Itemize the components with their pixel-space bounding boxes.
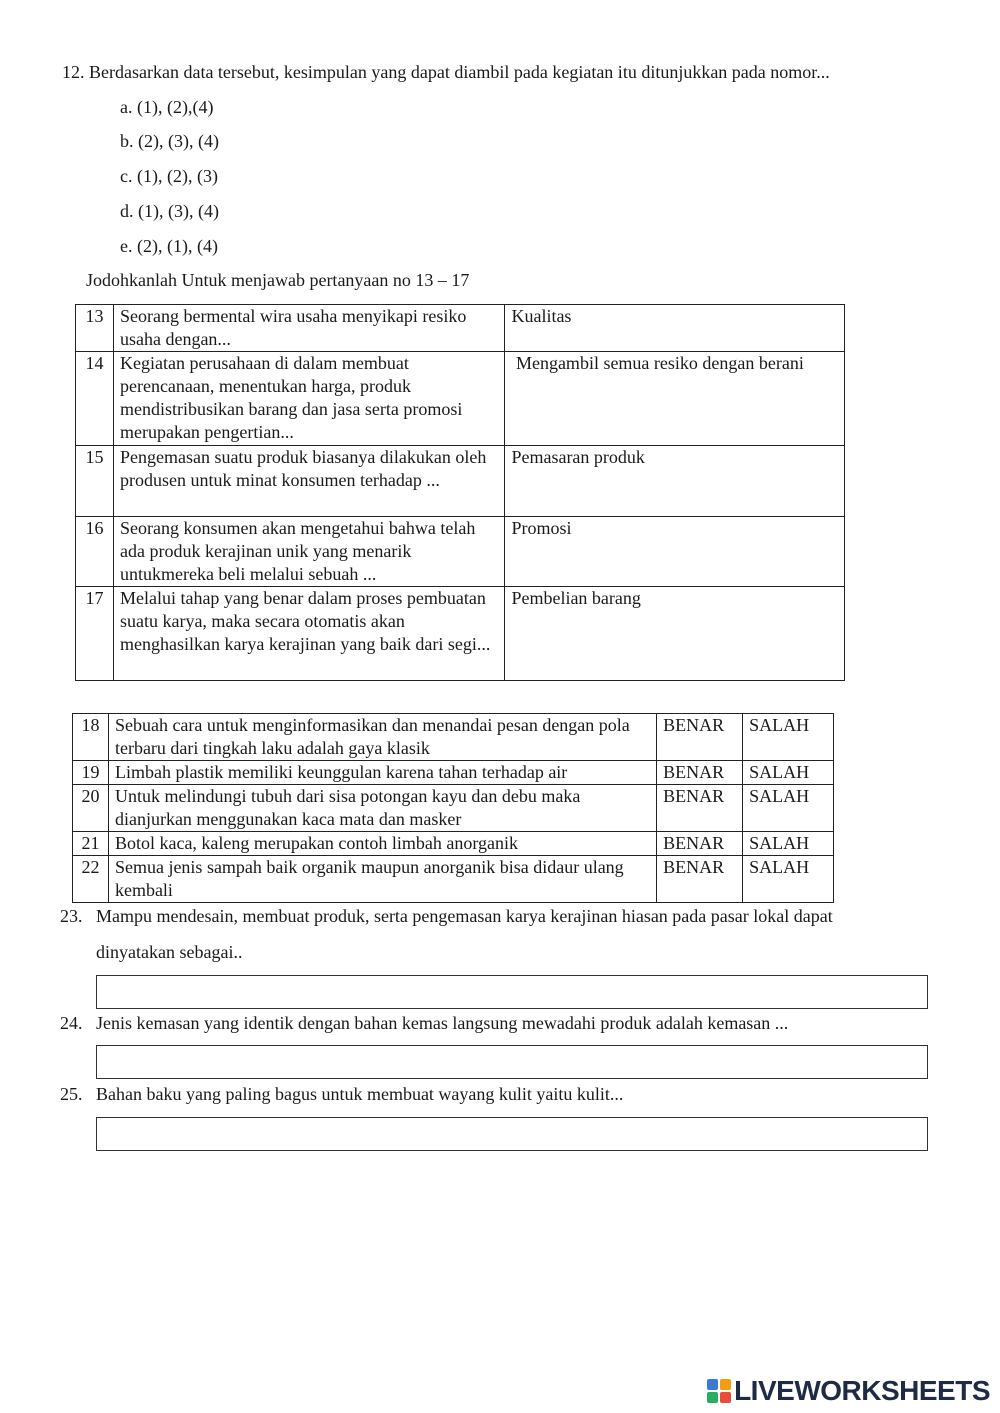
logo-square-blue [707,1379,718,1390]
row-number: 21 [73,832,109,856]
question-text: Bahan baku yang paling bagus untuk membuat wayang kulit yaitu kulit... [96,1084,624,1104]
matching-question: Kegiatan perusahaan di dalam membuat perencanaan, menentukan harga, produk mendistribusikan barang dan jasa serta promosi merupakan pengertian... [113,352,504,446]
option-d: d. (1), (3), (4) [120,201,219,221]
logo-square-red [720,1392,731,1403]
matching-question: Pengemasan suatu produk biasanya dilakukan oleh produsen untuk minat konsumen terhadap ... [113,446,504,517]
matching-option[interactable]: Promosi [505,517,845,587]
liveworksheets-logo [707,1376,990,1406]
answer-input-23[interactable] [96,975,928,1009]
table-row [73,856,834,903]
answer-input-25[interactable] [96,1117,928,1151]
question-24 [60,1013,960,1037]
benar-option[interactable]: BENAR [657,785,743,832]
statement: Limbah plastik memiliki keunggulan karena tahan terhadap air [108,761,656,785]
table-row [76,587,845,681]
matching-option[interactable]: Pemasaran produk [505,446,845,517]
statement: Sebuah cara untuk menginformasikan dan menandai pesan dengan pola terbaru dari tingkah laku adalah gaya klasik [108,714,656,761]
matching-question: Seorang bermental wira usaha menyikapi resiko usaha dengan... [113,305,504,352]
question-number: 25. [60,1084,83,1104]
question-text: Jenis kemasan yang identik dengan bahan kemas langsung mewadahi produk adalah kemasan ... [96,1013,789,1033]
matching-question: Seorang konsumen akan mengetahui bahwa telah ada produk kerajinan unik yang menarik untukmereka beli melalui sebuah ... [113,517,504,587]
row-number: 13 [76,305,114,352]
option-b: b. (2), (3), (4) [120,131,219,151]
question-12: 12. Berdasarkan data tersebut, kesimpulan yang dapat diambil pada kegiatan itu ditunjukkan pada nomor... [62,62,830,82]
logo-square-green [707,1392,718,1403]
salah-option[interactable]: SALAH [743,856,834,903]
question-text-continued: dinyatakan sebagai.. [96,942,243,962]
matching-option[interactable]: Pembelian barang [505,587,845,681]
question-25 [60,1084,960,1108]
logo-square-orange [720,1379,731,1390]
question-number: 23. [60,906,83,926]
table-row [76,517,845,587]
question-text: Mampu mendesain, membuat produk, serta pengemasan karya kerajinan hiasan pada pasar lokal dapat [96,906,833,926]
matching-question: Melalui tahap yang benar dalam proses pembuatan suatu karya, maka secara otomatis akan menghasilkan karya kerajinan yang baik dari segi... [113,587,504,681]
true-false-table [72,713,834,903]
matching-table [75,304,845,681]
benar-option[interactable]: BENAR [657,832,743,856]
table-row [73,785,834,832]
logo-text: LIVEWORKSHEETS [734,1375,990,1406]
table-row [76,446,845,517]
benar-option[interactable]: BENAR [657,714,743,761]
benar-option[interactable]: BENAR [657,761,743,785]
table-row [73,761,834,785]
question-23 [60,906,960,966]
matching-instructions: Jodohkanlah Untuk menjawab pertanyaan no 13 – 17 [86,270,470,290]
salah-option[interactable]: SALAH [743,761,834,785]
salah-option[interactable]: SALAH [743,714,834,761]
row-number: 17 [76,587,114,681]
table-row [73,832,834,856]
liveworksheets-logo-icon [707,1379,731,1403]
table-row [76,305,845,352]
row-number: 19 [73,761,109,785]
salah-option[interactable]: SALAH [743,785,834,832]
salah-option[interactable]: SALAH [743,832,834,856]
row-number: 18 [73,714,109,761]
row-number: 15 [76,446,114,517]
row-number: 16 [76,517,114,587]
statement: Semua jenis sampah baik organik maupun anorganik bisa didaur ulang kembali [108,856,656,903]
answer-input-24[interactable] [96,1045,928,1079]
option-e: e. (2), (1), (4) [120,236,218,256]
benar-option[interactable]: BENAR [657,856,743,903]
row-number: 14 [76,352,114,446]
option-a: a. (1), (2),(4) [120,97,214,117]
matching-option[interactable]: Kualitas [505,305,845,352]
row-number: 20 [73,785,109,832]
question-number: 24. [60,1013,83,1033]
row-number: 22 [73,856,109,903]
option-c: c. (1), (2), (3) [120,166,218,186]
statement: Botol kaca, kaleng merupakan contoh limbah anorganik [108,832,656,856]
statement: Untuk melindungi tubuh dari sisa potongan kayu dan debu maka dianjurkan menggunakan kaca mata dan masker [108,785,656,832]
table-row [73,714,834,761]
matching-option[interactable]: Mengambil semua resiko dengan berani [505,352,845,446]
table-row [76,352,845,446]
